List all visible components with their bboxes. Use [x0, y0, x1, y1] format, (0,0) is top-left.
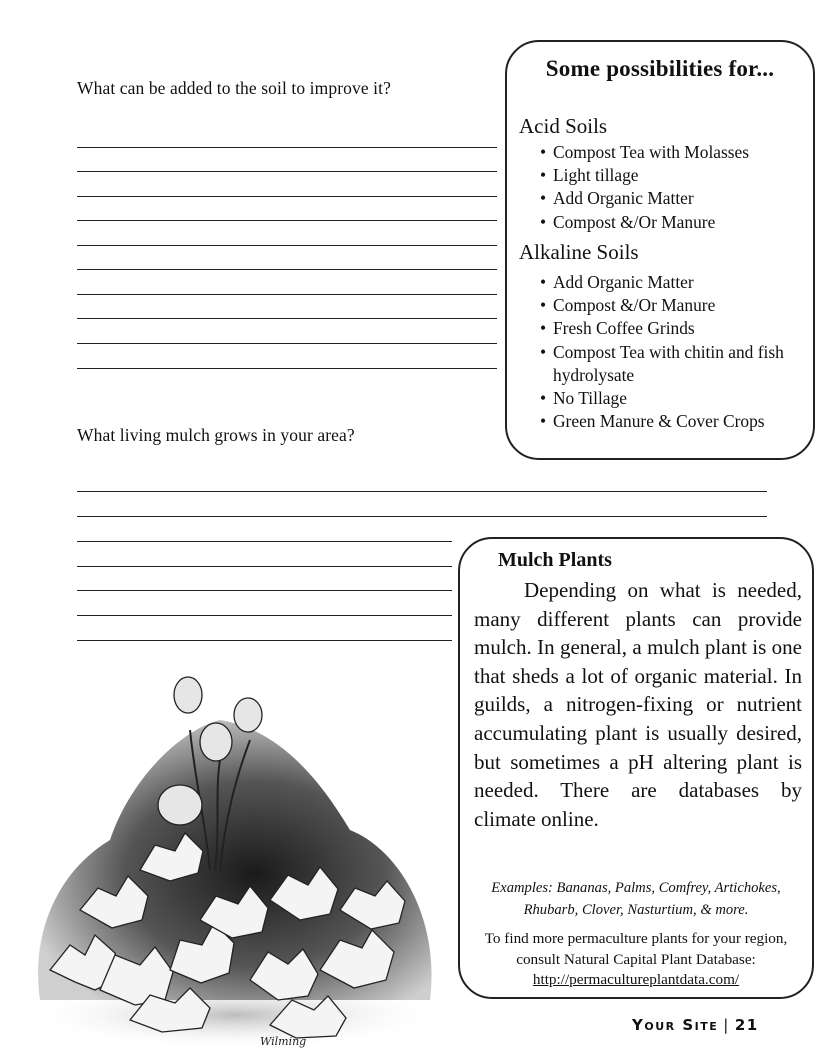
mulch-plants-box	[458, 537, 814, 999]
acid-soils-heading: Acid Soils	[519, 114, 608, 138]
consult-text: To find more permaculture plants for your region, consult Natural Capital Plant Database:	[484, 930, 788, 968]
answer-line[interactable]	[77, 147, 497, 148]
list-item: • Fresh Coffee Grinds	[537, 317, 807, 340]
page-number: 21	[734, 1016, 759, 1034]
answer-line[interactable]	[77, 640, 452, 641]
answer-line[interactable]	[77, 566, 452, 567]
alkaline-soils-list	[537, 271, 807, 433]
acid-soils-list	[537, 141, 807, 234]
list-item: • Compost Tea with Molasses	[537, 141, 807, 164]
answer-line[interactable]	[77, 343, 497, 344]
answer-line[interactable]	[77, 294, 497, 295]
list-item: • Green Manure & Cover Crops	[537, 410, 807, 433]
mulch-plants-consult	[468, 929, 804, 991]
list-item: • Light tillage	[537, 164, 807, 187]
answer-line[interactable]	[77, 615, 452, 616]
answer-line[interactable]	[77, 541, 452, 542]
footer-section: Your Site	[632, 1016, 719, 1034]
list-item: • Compost Tea with chitin and fish hydrolysate	[537, 341, 807, 387]
list-item: • Add Organic Matter	[537, 271, 807, 294]
possibilities-title: Some possibilities for...	[545, 56, 775, 81]
answer-line[interactable]	[77, 516, 767, 517]
list-item: • No Tillage	[537, 387, 807, 410]
answer-line[interactable]	[77, 368, 497, 369]
mulch-plants-title: Mulch Plants	[498, 549, 612, 571]
possibilities-box	[505, 40, 815, 460]
list-item: • Compost &/Or Manure	[537, 294, 807, 317]
page-footer	[632, 1016, 759, 1034]
mulch-plants-examples: Examples: Bananas, Palms, Comfrey, Artichokes, Rhubarb, Clover, Nasturtium, & more.	[491, 880, 781, 918]
mulch-plants-body: Depending on what is needed, many different plants can provide mulch. In general, a mulch plant is one that sheds a lot of organic material. In guilds, a nitrogen-fixing or nutrient accumulating plant is usually desired, but sometimes a pH altering plant is needed. There are databases by climate online.	[474, 578, 802, 831]
answer-line[interactable]	[77, 196, 497, 197]
list-item: • Compost &/Or Manure	[537, 211, 807, 234]
answer-line[interactable]	[77, 269, 497, 270]
answer-line[interactable]	[77, 220, 497, 221]
answer-line[interactable]	[77, 318, 497, 319]
list-item: • Add Organic Matter	[537, 187, 807, 210]
alkaline-soils-heading: Alkaline Soils	[519, 240, 639, 264]
answer-line[interactable]	[77, 590, 452, 591]
question-soil: What can be added to the soil to improve it?	[77, 78, 391, 98]
artichoke-plant-illustration	[20, 670, 450, 1060]
answer-line[interactable]	[77, 491, 767, 492]
footer-separator: |	[723, 1016, 730, 1034]
question-mulch: What living mulch grows in your area?	[77, 425, 355, 445]
artist-signature: Wilming	[260, 1035, 307, 1048]
answer-line[interactable]	[77, 245, 497, 246]
answer-line[interactable]	[77, 171, 497, 172]
database-link[interactable]: http://permacultureplantdata.com/	[532, 971, 740, 988]
